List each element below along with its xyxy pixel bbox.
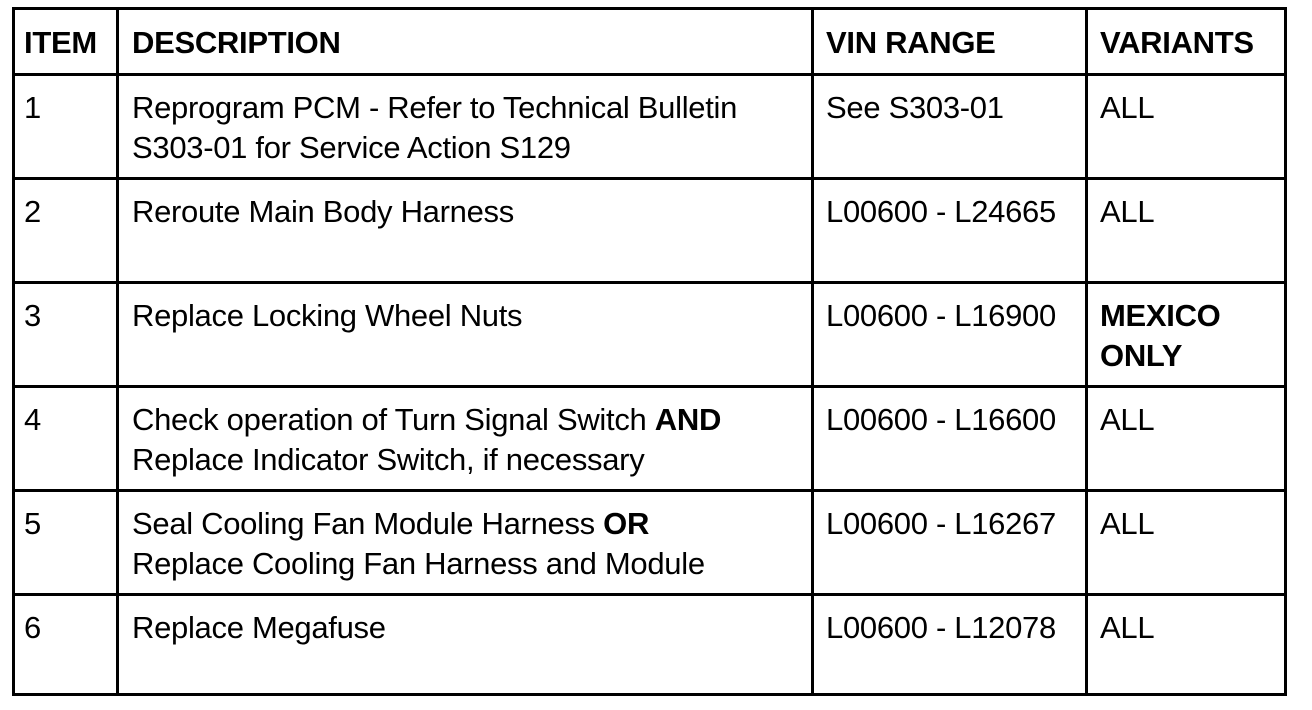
variants-line: MEXICO (1100, 298, 1221, 333)
table-row (15, 596, 1284, 693)
description-text: Seal Cooling Fan Module Harness (132, 506, 604, 541)
description-line: Replace Cooling Fan Harness and Module (132, 546, 705, 581)
vin-range: L00600 - L16267 (826, 506, 1056, 541)
description-line: Reprogram PCM - Refer to Technical Bulletin (132, 90, 738, 125)
item-description (119, 596, 814, 693)
header-item: ITEM (24, 25, 97, 60)
item-number: 2 (24, 194, 41, 229)
item-number: 3 (24, 298, 41, 333)
description-line (132, 400, 814, 440)
vin-range: L00600 - L16600 (826, 402, 1056, 437)
variants: ALL (1100, 402, 1155, 437)
table-header-row (15, 10, 1284, 76)
description-text: Check operation of Turn Signal Switch (132, 402, 655, 437)
variants (1088, 284, 1284, 385)
header-variants: VARIANTS (1100, 25, 1254, 60)
item-number: 5 (24, 506, 41, 541)
variants: ALL (1100, 194, 1155, 229)
description-line: Replace Locking Wheel Nuts (132, 298, 523, 333)
item-number: 6 (24, 610, 41, 645)
variants: ALL (1100, 90, 1155, 125)
description-line: Replace Indicator Switch, if necessary (132, 442, 645, 477)
table-row (15, 180, 1284, 284)
variants-line: ONLY (1100, 338, 1183, 373)
vin-range: L00600 - L12078 (826, 610, 1056, 645)
item-number: 1 (24, 90, 41, 125)
service-actions-table (12, 7, 1287, 696)
item-number: 4 (24, 402, 41, 437)
header-description: DESCRIPTION (132, 25, 341, 60)
table-row (15, 388, 1284, 492)
item-description (119, 492, 814, 593)
vin-range: L00600 - L16900 (826, 298, 1056, 333)
description-line (132, 504, 814, 544)
description-emphasis: AND (654, 402, 722, 437)
description-line: Replace Megafuse (132, 610, 386, 645)
variants: ALL (1100, 506, 1155, 541)
description-line: Reroute Main Body Harness (132, 194, 514, 229)
vin-range: L00600 - L24665 (826, 194, 1056, 229)
item-description (119, 76, 814, 177)
vin-range: See S303-01 (826, 90, 1004, 125)
item-description (119, 180, 814, 281)
table-row (15, 284, 1284, 388)
table-row (15, 76, 1284, 180)
description-emphasis: OR (603, 506, 650, 541)
table-row (15, 492, 1284, 596)
variants: ALL (1100, 610, 1155, 645)
item-description (119, 284, 814, 385)
description-line: S303-01 for Service Action S129 (132, 130, 571, 165)
item-description (119, 388, 814, 489)
header-vin-range: VIN RANGE (826, 25, 996, 60)
